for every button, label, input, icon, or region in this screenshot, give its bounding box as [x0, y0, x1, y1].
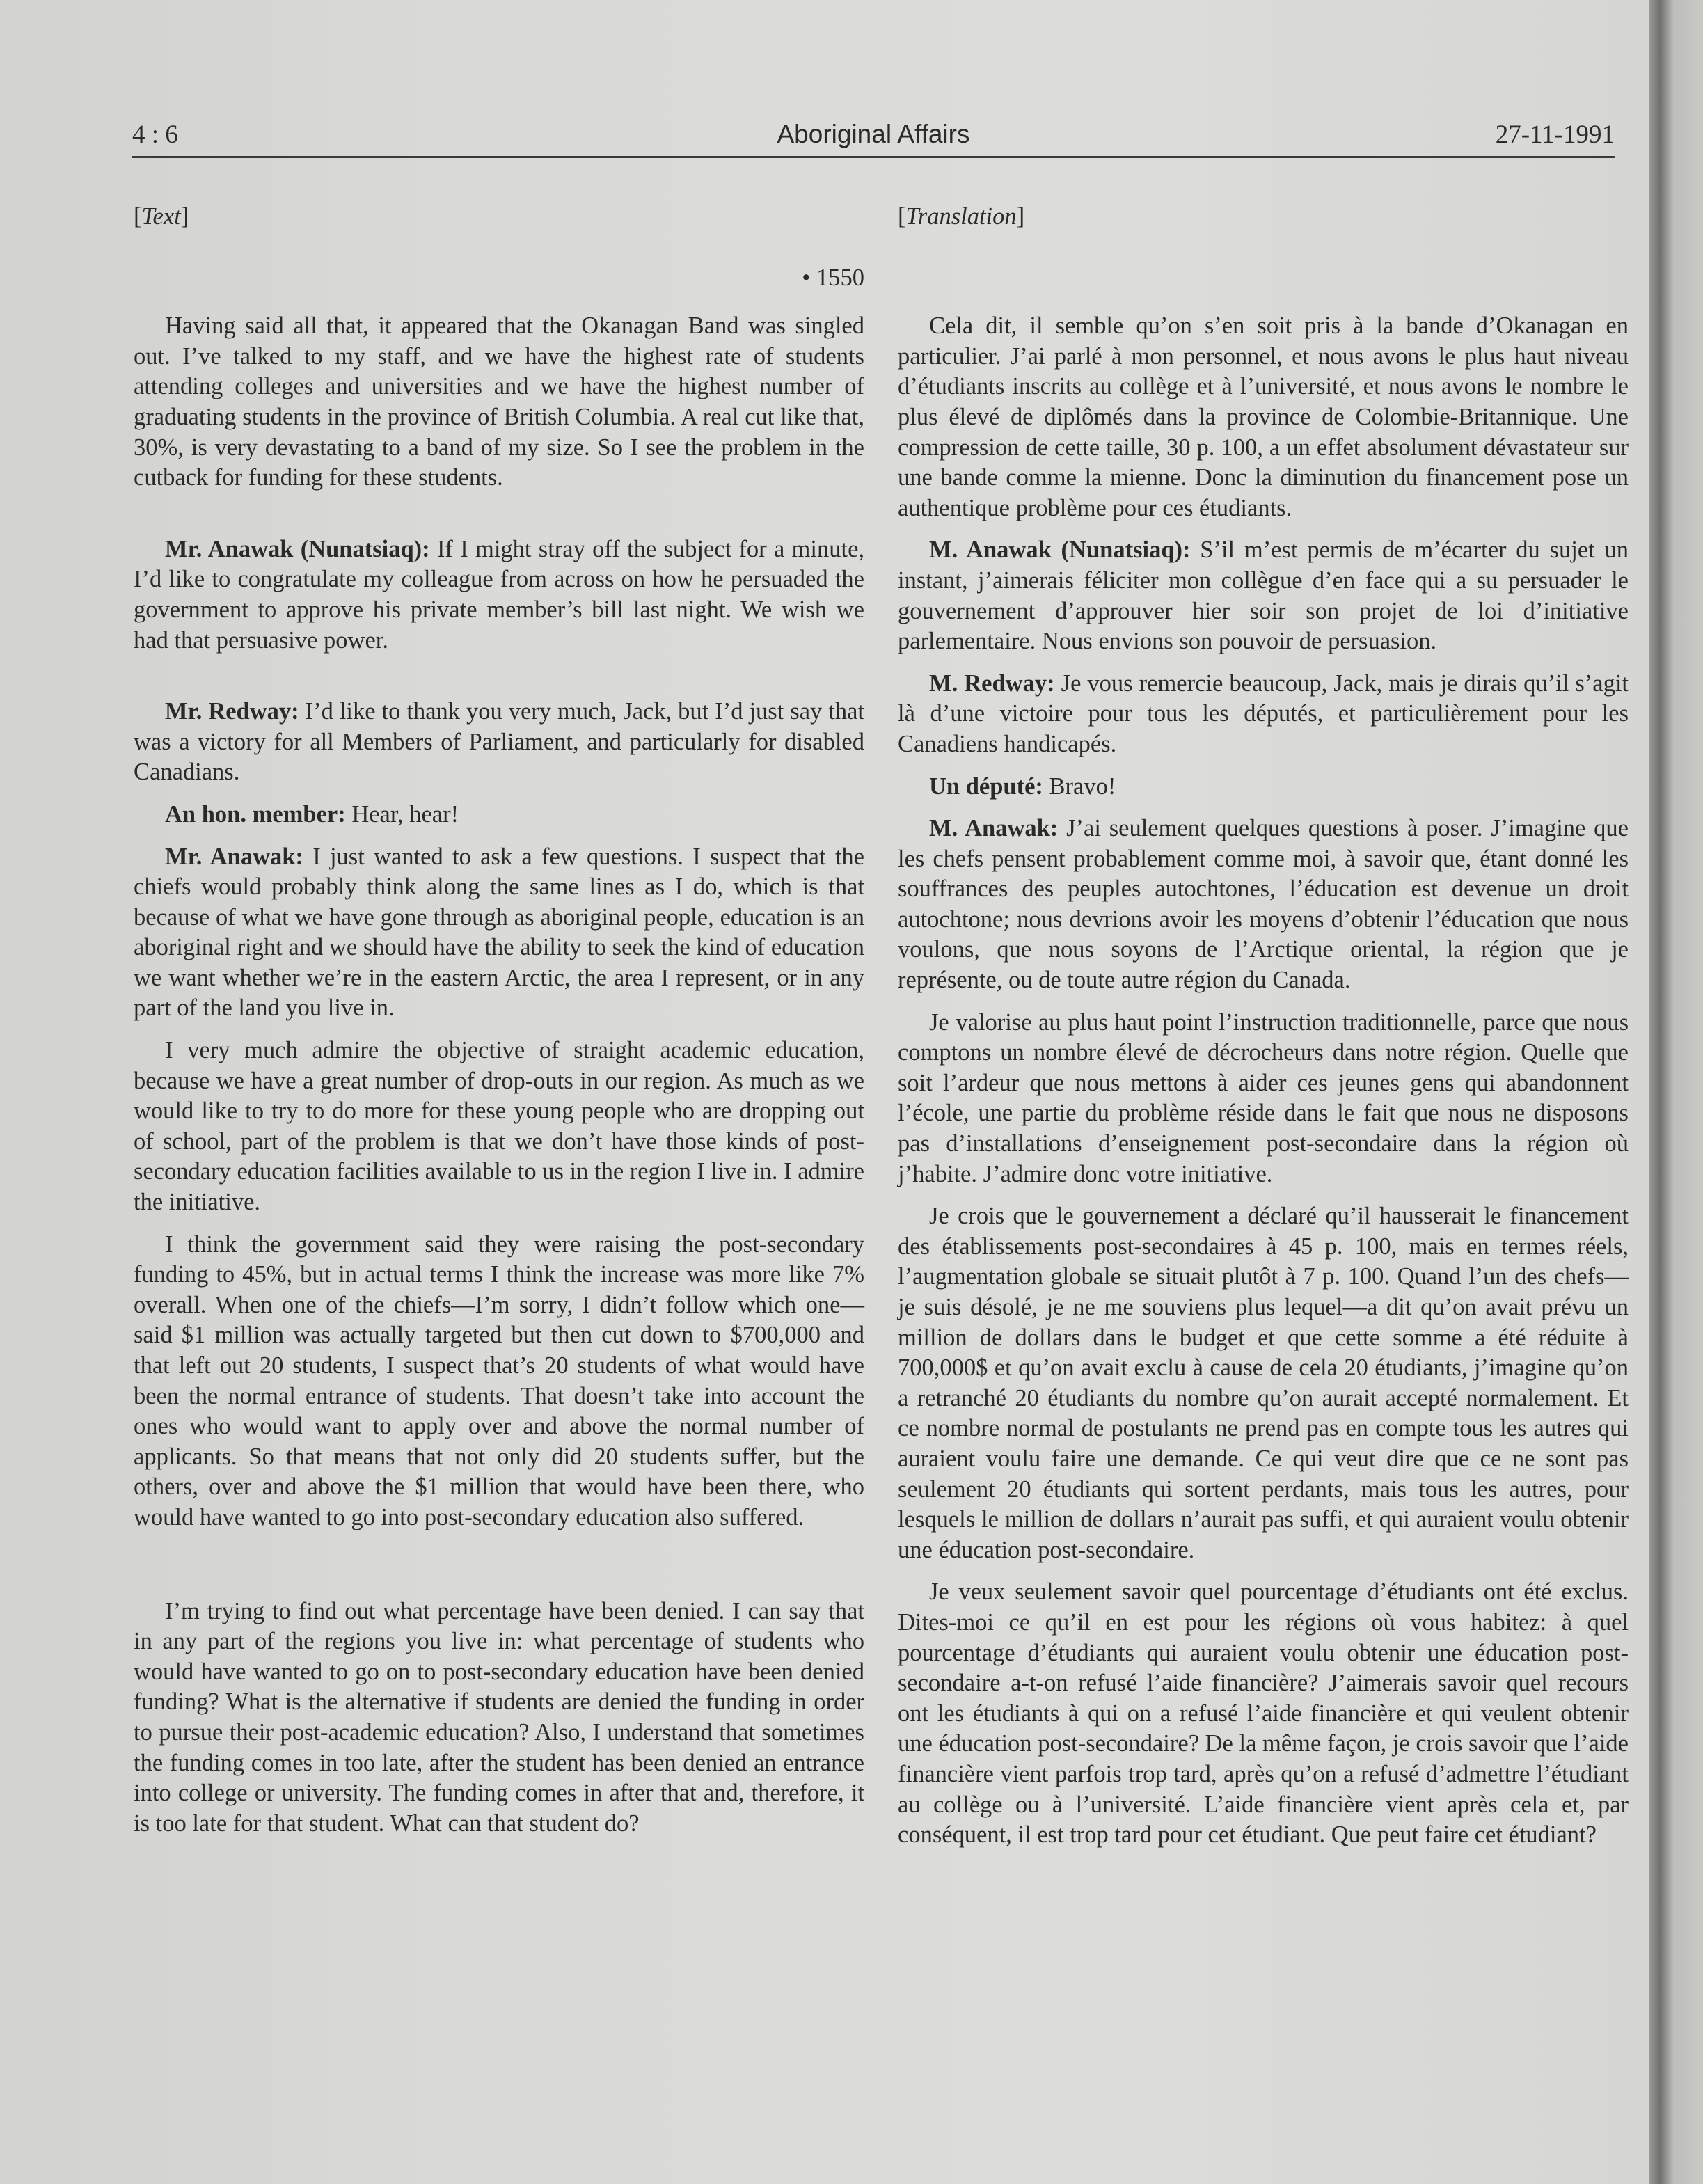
header-rule: [132, 156, 1615, 158]
running-header: [132, 120, 1615, 155]
translation-tag: [Translation]: [898, 203, 1025, 230]
speaker-name: An hon. member:: [165, 800, 346, 828]
speaker-name: Mr. Anawak (Nunatsiaq):: [165, 535, 430, 562]
spacer: [134, 505, 864, 535]
paragraph: M. Redway: Je vous remercie beaucoup, Jack, mais je dirais qu’il s’agit là d’une victoire pour tous les députés, et particulièrement pour les Canadiens handicapés.: [898, 670, 1629, 757]
paragraph: An hon. member: Hear, hear!: [165, 800, 459, 828]
spacer: [134, 667, 864, 697]
speaker-name: M. Anawak (Nunatsiaq):: [929, 537, 1191, 564]
next-page-edge: [1649, 0, 1703, 2184]
paragraph: Je crois que le gouvernement a déclaré qu’il hausserait le financement des établissements post-secondaires à 45 p. 100, mais en termes réels, l’augmentation globale se situait plutôt à 7 p. 100. Quand l’un des chefs—je suis désolé, je ne me souviens plus lequel—a dit qu’on avait prévu un million de dollars dans le budget et que cette somme a été réduite à 700,000$ et qu’on avait exclu à cause de cela 20 étudiants, j’imagine qu’on a retranché 20 étudiants du nombre qu’on aurait accepté normalement. Et ce nombre normal de postulants ne prend pas en compte tous les autres qui auraient voulu faire une demande. Ce qui veut dire que ce ne sont pas seulement 20 étudiants qui sortent perdants, mais tous les autres, pour lesquels le million de dollars n’aurait pas suffi, et qui auraient voulu obtenir une éducation post-secondaire.: [898, 1203, 1629, 1563]
paragraph: Je valorise au plus haut point l’instruction traditionnelle, parce que nous comptons un nombre élevé de décrocheurs dans notre région. Quelle que soit l’ardeur que nous mettons à aider ces jeunes gens qui abandonnent l’école, une partie du problème réside dans le fait que nous ne disposons pas d’installations d’enseignement post-secondaire dans la région où j’habite. J’admire donc votre initiative.: [898, 1008, 1629, 1187]
speaker-name: Mr. Anawak:: [165, 843, 303, 870]
paragraph: Mr. Redway: I’d like to thank you very much, Jack, but I’d just say that was a victory for all Members of Parliament, and particularly for disabled Canadians.: [134, 698, 864, 786]
paragraph: Cela dit, il semble qu’on s’en soit pris à la bande d’Okanagan en particulier. J’ai parlé à mon personnel, et nous avons le plus haut niveau d’étudiants inscrits au collège et à l’université, et nous avons le nombre le plus élevé de diplômés dans la province de Colombie-Britannique. Une compression de cette taille, 30 p. 100, a un effet absolument dévastateur sur une bande comme la mienne. Donc la diminution du financement pose un authentique problème pour ces étudiants.: [898, 312, 1629, 521]
page-number: 4 : 6: [132, 120, 178, 149]
english-column: [134, 202, 864, 1851]
paragraph: Having said all that, it appeared that the Okanagan Band was singled out. I’ve talked to my staff, and we have the highest rate of students attending colleges and universities and we have the highest number of graduating students in the province of British Columbia. A real cut like that, 30%, is very devastating to a band of my size. So I see the problem in the cutback for funding for these students.: [134, 312, 864, 491]
paragraph: Mr. Anawak: I just wanted to ask a few questions. I suspect that the chiefs would probably think along the same lines as I do, which is that because of what we have gone through as aboriginal people, education is an aboriginal right and we should have the ability to seek the kind of education we want whether we’re in the eastern Arctic, the area I represent, or in any part of the land you live in.: [134, 843, 864, 1022]
paragraph: M. Anawak: J’ai seulement quelques questions à poser. J’imagine que les chefs pensent probablement comme moi, à savoir que, étant donné les souffrances des peuples autochtones, l’éducation est devenue un droit autochtone; nous devrions avoir les moyens d’obtenir l’éducation que nous voulons, que nous soyons de l’Arctique oriental, la région que je représente, ou de toute autre région du Canada.: [898, 815, 1629, 994]
paragraph: I very much admire the objective of straight academic education, because we have a great number of drop-outs in our region. As much as we would like to try to do more for these young people who are dropping out of school, part of the problem is that we don’t have those kinds of post-secondary education facilities available to us in the region I live in. I admire the initiative.: [134, 1037, 864, 1216]
paragraph: I’m trying to find out what percentage have been denied. I can say that in any part of the regions you live in: what percentage of students who would have wanted to go on to post-secondary education have been denied funding? What is the alternative if students are denied the funding in order to pursue their post-academic education? Also, I understand that sometimes the funding comes in too late, after the student has been denied an entrance into college or university. The funding comes in after that and, therefore, it is too late for that student. What can that student do?: [134, 1597, 864, 1837]
paragraph: Mr. Anawak (Nunatsiaq): If I might stray off the subject for a minute, I’d like to congratulate my colleague from across on how he persuaded the government to approve his private member’s bill last night. We wish we had that persuasive power.: [134, 535, 865, 654]
speaker-name: M. Redway:: [929, 670, 1055, 697]
time-marker: • 1550: [802, 264, 864, 291]
paragraph: Un député: Bravo!: [929, 773, 1116, 800]
french-column: [898, 202, 1629, 1862]
header-date: 27-11-1991: [1495, 120, 1615, 149]
paragraph: Je veux seulement savoir quel pourcentage d’étudiants ont été exclus. Dites-moi ce qu’il en est pour les régions où vous habitez: à quel pourcentage d’étudiants qui auraient voulu obtenir une éducation post-secondaire a-t-on refusé l’aide financière? J’aimerais savoir quel recours ont les étudiants à qui on a refusé l’aide financière et qui veulent obtenir une éducation post-secondaire? De la même façon, je crois savoir que l’aide financière vient parfois trop tard, après qu’on a refusé d’admettre l’étudiant au collège ou à l’université. L’aide financière vient après cela et, par conséquent, il est trop tard pour cet étudiant. Que peut faire cet étudiant?: [898, 1578, 1629, 1849]
speaker-name: Mr. Redway:: [165, 698, 299, 725]
speaker-name: Un député:: [929, 773, 1043, 800]
speaker-name: M. Anawak:: [929, 815, 1059, 842]
header-title: Aboriginal Affairs: [777, 120, 970, 148]
text-tag: [Text]: [134, 203, 189, 230]
spacer: [134, 1545, 864, 1597]
paragraph: I think the government said they were raising the post-secondary funding to 45%, but in actual terms I think the increase was more like 7% overall. When one of the chiefs—I’m sorry, I didn’t follow which one—said $1 million was actually targeted but then cut down to $700,000 and that left out 20 students, I suspect that’s 20 students of what would have been the normal entrance of students. That doesn’t take into account the ones who would want to apply over and above the normal number of applicants. So that means that not only did 20 students suffer, but the others, over and above the $1 million that would have been there, who would have wanted to go into post-secondary education also suffered.: [134, 1231, 864, 1530]
paragraph: M. Anawak (Nunatsiaq): S’il m’est permis de m’écarter du sujet un instant, j’aimerais féliciter mon collègue d’en face qui a su persuader le gouvernement d’approuver hier soir son projet de loi d’initiative parlementaire. Nous envions son pouvoir de persuasion.: [898, 537, 1629, 655]
